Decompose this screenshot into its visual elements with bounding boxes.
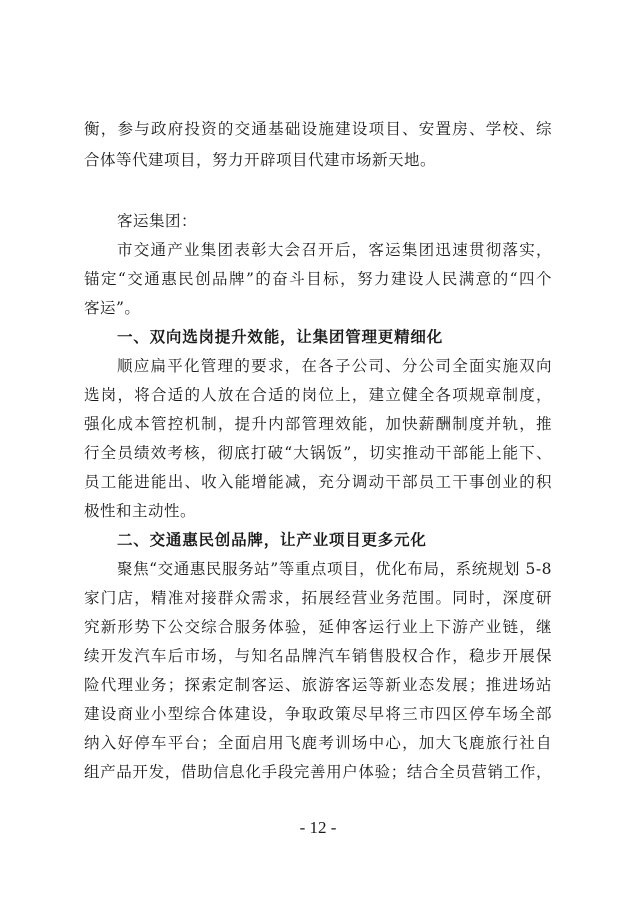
para3-line-3: 究新形势下公交综合服务体验，延伸客运行业上下游产业链，继 bbox=[84, 618, 552, 636]
para3-line-8: 组产品开发，借助信息化手段完善用户体验；结合全员营销工作， bbox=[84, 763, 552, 781]
para2-line-1: 顺应扁平化管理的要求，在各子公司、分公司全面实施双向 bbox=[117, 357, 552, 375]
para1-line-1: 市交通产业集团表彰大会召开后，客运集团迅速贯彻落实， bbox=[117, 241, 552, 259]
para1-line-3: 客运”。 bbox=[84, 299, 141, 317]
para3-line-7: 纳入好停车平台；全面启用飞鹿考训场中心，加大飞鹿旅行社自 bbox=[84, 734, 552, 752]
para1-line-2: 锚定“交通惠民创品牌”的奋斗目标，努力建设人民满意的“四个 bbox=[84, 270, 552, 288]
para3-line-6: 建设商业小型综合体建设，争取政策尽早将三市四区停车场全部 bbox=[84, 705, 552, 723]
para2-line-3: 强化成本管控机制，提升内部管理效能，加快薪酬制度并轨，推 bbox=[84, 415, 552, 433]
heading-1: 一、双向选岗提升效能，让集团管理更精细化 bbox=[117, 328, 444, 346]
para3-line-1: 聚焦“交通惠民服务站”等重点项目，优化布局，系统规划 5-8 bbox=[117, 560, 552, 578]
intro-line-1: 衡，参与政府投资的交通基础设施建设项目、安置房、学校、综 bbox=[84, 120, 552, 138]
para2-line-4: 行全员绩效考核，彻底打破“大锅饭”，切实推动干部能上能下、 bbox=[84, 444, 552, 462]
page-number: - 12 - bbox=[299, 818, 337, 837]
para2-line-5: 员工能进能出、收入能增能减，充分调动干部员工干事创业的积 bbox=[84, 473, 552, 491]
section-title: 客运集团： bbox=[117, 212, 198, 230]
para2-line-6: 极性和主动性。 bbox=[84, 502, 197, 520]
para2-line-2: 选岗，将合适的人放在合适的岗位上，建立健全各项规章制度， bbox=[84, 386, 552, 404]
para3-line-4: 续开发汽车后市场，与知名品牌汽车销售股权合作，稳步开展保 bbox=[84, 647, 552, 665]
intro-line-2: 合体等代建项目，努力开辟项目代建市场新天地。 bbox=[84, 151, 437, 169]
para3-line-5: 险代理业务；探索定制客运、旅游客运等新业态发展；推进场站 bbox=[84, 676, 552, 694]
heading-2: 二、交通惠民创品牌，让产业项目更多元化 bbox=[117, 531, 427, 549]
para3-line-2: 家门店，精准对接群众需求，拓展经营业务范围。同时，深度研 bbox=[84, 589, 552, 607]
